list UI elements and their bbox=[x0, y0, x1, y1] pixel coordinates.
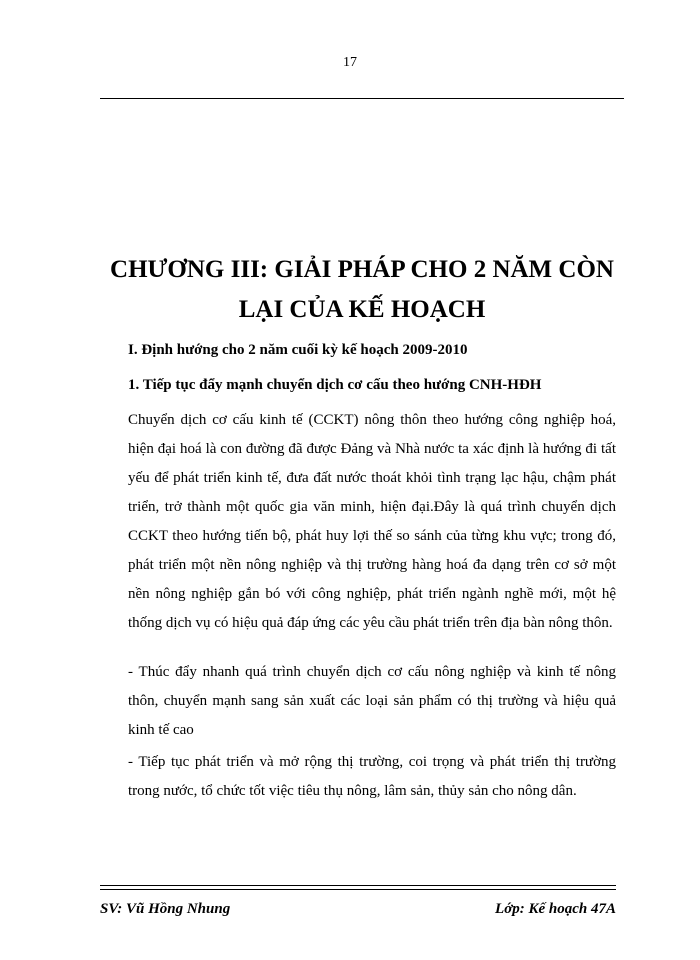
footer-divider-bottom bbox=[100, 889, 616, 890]
footer-divider-top bbox=[100, 885, 616, 886]
body-paragraph-2: - Thúc đẩy nhanh quá trình chuyển dịch cơ cấu nông nghiệp và kinh tế nông thôn, chuyển mạnh sang sản xuất các loại sản phẩm có thị trường và hiệu quả kinh tế cao bbox=[128, 664, 616, 738]
page-number: 17 bbox=[343, 55, 357, 70]
chapter-title bbox=[100, 250, 624, 330]
chapter-title-line-1: CHƯƠNG III: GIẢI PHÁP CHO 2 NĂM CÒN bbox=[110, 256, 614, 283]
header-divider bbox=[100, 98, 624, 99]
section-heading-1: I. Định hướng cho 2 năm cuối kỳ kế hoạch 2009-2010 bbox=[128, 342, 468, 358]
footer-class-name: Lớp: Kế hoạch 47A bbox=[495, 901, 616, 917]
body-paragraph-1: Chuyển dịch cơ cấu kinh tế (CCKT) nông thôn theo hướng công nghiệp hoá, hiện đại hoá là con đường đã được Đảng và Nhà nước ta xác định là hướng đi tất yếu để phát triển kinh tế, đưa đất nước thoát khỏi tình trạng lạc hậu, chậm phát triển, trở thành một quốc gia văn minh, hiện đại.Đây là quá trình chuyển dịch CCKT theo hướng tiến bộ, phát huy lợi thế so sánh của từng khu vực; trong đó, phát triển một nền nông nghiệp và thị trường hàng hoá đa dạng trên cơ sở một nền nông nghiệp gắn bó với công nghiệp, phát triển ngành nghề mới, một hệ thống dịch vụ có hiệu quả đáp ứng các yêu cầu phát triển trên địa bàn nông thôn. bbox=[128, 412, 616, 631]
section-heading-2: 1. Tiếp tục đẩy mạnh chuyển dịch cơ cấu theo hướng CNH-HĐH bbox=[128, 377, 542, 393]
chapter-title-line-2: LẠI CỦA KẾ HOẠCH bbox=[238, 296, 486, 323]
footer-student-name: SV: Vũ Hồng Nhung bbox=[100, 901, 231, 917]
body-paragraph-3: - Tiếp tục phát triển và mở rộng thị trường, coi trọng và phát triển thị trường trong nước, tổ chức tốt việc tiêu thụ nông, lâm sản, thủy sản cho nông dân. bbox=[128, 754, 616, 799]
